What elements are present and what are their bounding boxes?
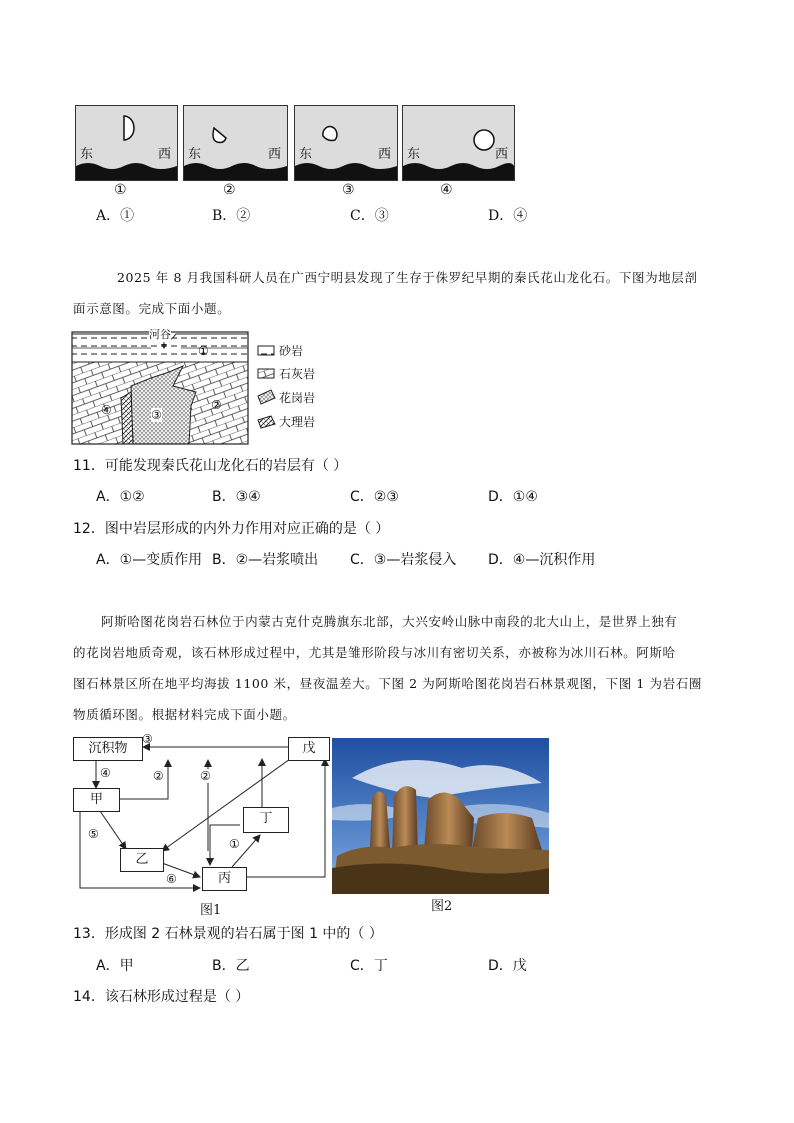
layer-label-4: ④ <box>101 403 112 417</box>
arrow-label-6: ⑥ <box>166 872 177 886</box>
passage-1 <box>73 262 733 324</box>
legend-sandstone: 砂岩 <box>279 344 304 358</box>
q12-option-c[interactable]: C．③—岩浆侵入 <box>350 552 457 568</box>
node-sediment: 沉积物 <box>73 737 143 761</box>
q12-option-d[interactable]: D．④—沉积作用 <box>488 552 596 568</box>
passage-1-line-2: 面示意图。完成下面小题。 <box>73 301 231 316</box>
east-label: 东 <box>299 147 313 162</box>
moon-panel-2 <box>183 105 288 181</box>
panel-label-3: ③ <box>342 182 355 198</box>
node-jia: 甲 <box>73 788 120 812</box>
arrow-label-2a: ② <box>153 769 164 783</box>
rock-cycle-diagram <box>70 732 332 918</box>
node-wu: 戊 <box>288 737 330 761</box>
panel-label-2: ② <box>223 182 236 198</box>
legend-marble: 大理岩 <box>279 415 316 429</box>
node-yi: 乙 <box>120 848 164 872</box>
west-label: 西 <box>494 147 508 162</box>
passage-2-line-2: 的花岗岩地质奇观，该石林形成过程中，尤其是雏形阶段与冰川有密切关系，亦被称为冰川石林。阿斯哈 <box>73 645 676 660</box>
passage-2 <box>73 606 733 730</box>
figure-1-caption: 图1 <box>200 903 222 918</box>
arrow-label-1: ① <box>229 837 240 851</box>
layer-label-2: ② <box>211 398 222 412</box>
node-ding: 丁 <box>243 807 289 833</box>
q14-stem: 14．该石林形成过程是（ ） <box>73 989 250 1005</box>
q10-option-d[interactable]: D．④ <box>488 208 528 224</box>
east-label: 东 <box>188 147 202 162</box>
q11-stem: 11．可能发现秦氏花山龙化石的岩层有（ ） <box>73 458 348 474</box>
passage-2-line-3: 图石林景区所在地平均海拔 1100 米，昼夜温差大。下图 2 为阿斯哈图花岗岩石林景观图，下图 1 为岩石圈 <box>73 676 702 691</box>
east-label: 东 <box>407 147 421 162</box>
q12-stem: 12．图中岩层形成的内外力作用对应正确的是（ ） <box>73 521 390 537</box>
legend-limestone: 石灰岩 <box>279 367 316 381</box>
q13-stem: 13．形成图 2 石林景观的岩石属于图 1 中的（ ） <box>73 926 383 942</box>
stone-forest-photo <box>332 738 549 894</box>
arrow-label-4: ④ <box>100 766 111 780</box>
q12-option-b[interactable]: B．②—岩浆喷出 <box>212 552 319 568</box>
layer-label-1: ① <box>198 344 209 358</box>
arrow-label-5: ⑤ <box>88 827 99 841</box>
q10-option-c[interactable]: C．③ <box>350 208 389 224</box>
q11-option-d[interactable]: D．①④ <box>488 489 538 505</box>
figure-2-caption: 图2 <box>431 899 453 914</box>
passage-2-line-1: 阿斯哈图花岗岩石林位于内蒙古克什克腾旗东北部，大兴安岭山脉中南段的北大山上，是世界上独有 <box>101 614 678 629</box>
west-label: 西 <box>267 147 281 162</box>
strata-diagram <box>71 326 351 446</box>
q13-option-b[interactable]: B．乙 <box>212 958 250 974</box>
panel-label-4: ④ <box>440 182 453 198</box>
legend-granite: 花岗岩 <box>279 391 316 405</box>
q13-option-c[interactable]: C．丁 <box>350 958 388 974</box>
panel-label-1: ① <box>114 182 127 198</box>
moon-panel-1 <box>75 105 178 181</box>
east-label: 东 <box>80 147 94 162</box>
arrow-label-2b: ② <box>200 769 211 783</box>
q11-option-a[interactable]: A．①② <box>96 489 145 505</box>
arrow-label-3: ③ <box>142 732 153 746</box>
layer-label-3: ③ <box>151 408 162 422</box>
stone-forest-illustration <box>332 738 549 894</box>
q13-option-a[interactable]: A．甲 <box>96 958 134 974</box>
q10-option-a[interactable]: A．① <box>96 208 135 224</box>
q11-option-b[interactable]: B．③④ <box>212 489 261 505</box>
passage-1-line-1: 2025 年 8 月我国科研人员在广西宁明县发现了生存于侏罗纪早期的秦氏花山龙化石。下图为地层剖 <box>117 270 698 285</box>
west-label: 西 <box>157 147 171 162</box>
moon-panel-3 <box>294 105 398 181</box>
west-label: 西 <box>377 147 391 162</box>
q10-option-b[interactable]: B．② <box>212 208 251 224</box>
moon-panel-4 <box>402 105 515 181</box>
node-bing: 丙 <box>202 867 247 891</box>
q12-option-a[interactable]: A．①—变质作用 <box>96 552 203 568</box>
q13-option-d[interactable]: D．戊 <box>488 958 527 974</box>
passage-2-line-4: 物质循环图。根据材料完成下面小题。 <box>73 707 296 722</box>
valley-label: 河谷 <box>149 328 171 341</box>
q11-option-c[interactable]: C．②③ <box>350 489 399 505</box>
